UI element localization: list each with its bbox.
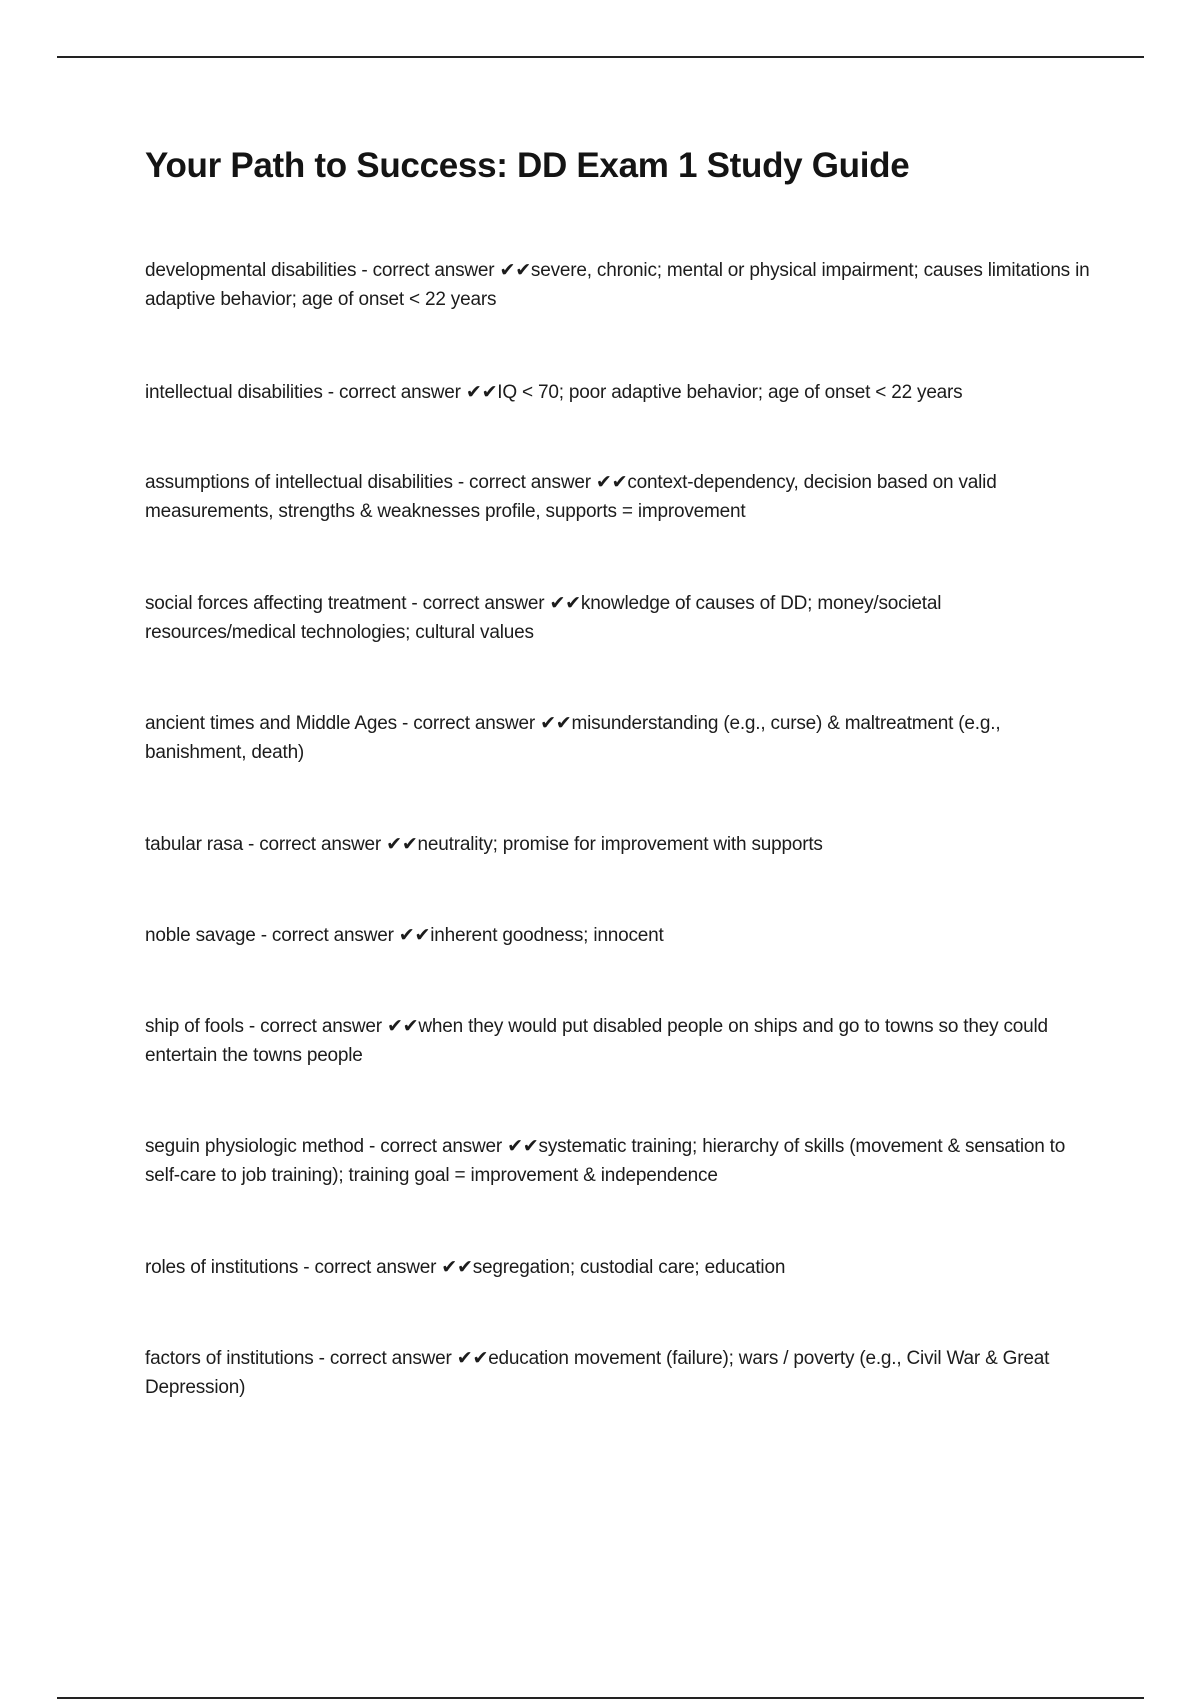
study-entry-intellectual-disabilities: intellectual disabilities - correct answer ✔✔IQ < 70; poor adaptive behavior; age of onset < 22 years bbox=[145, 382, 963, 403]
page-title: Your Path to Success: DD Exam 1 Study Guide bbox=[145, 146, 910, 185]
study-entry-developmental-disabilities: developmental disabilities - correct answer ✔✔severe, chronic; mental or physical impairment; causes limitations in adaptive behavior; age of onset < 22 years bbox=[145, 260, 1090, 310]
study-entry-noble-savage: noble savage - correct answer ✔✔inherent goodness; innocent bbox=[145, 925, 664, 946]
study-entry-factors-of-institutions: factors of institutions - correct answer ✔✔education movement (failure); wars / poverty (e.g., Civil War & Great Depression) bbox=[145, 1348, 1050, 1398]
study-entry-ancient-times: ancient times and Middle Ages - correct answer ✔✔misunderstanding (e.g., curse) & maltreatment (e.g., banishment, death) bbox=[145, 713, 1001, 763]
study-entry-social-forces: social forces affecting treatment - correct answer ✔✔knowledge of causes of DD; money/societal resources/medical technologies; cultural values bbox=[145, 593, 942, 643]
top-rule bbox=[57, 56, 1144, 58]
bottom-rule bbox=[57, 1697, 1144, 1699]
study-entry-tabular-rasa: tabular rasa - correct answer ✔✔neutrality; promise for improvement with supports bbox=[145, 834, 823, 855]
study-entry-assumptions: assumptions of intellectual disabilities - correct answer ✔✔context-dependency, decision based on valid measurements, strengths & weaknesses profile, supports = improvement bbox=[145, 472, 997, 522]
study-entry-ship-of-fools: ship of fools - correct answer ✔✔when they would put disabled people on ships and go to towns so they could entertain the towns people bbox=[145, 1016, 1048, 1066]
study-entry-seguin-method: seguin physiologic method - correct answer ✔✔systematic training; hierarchy of skills (movement & sensation to self-care to job training); training goal = improvement & independence bbox=[145, 1136, 1066, 1186]
study-entry-roles-of-institutions: roles of institutions - correct answer ✔✔segregation; custodial care; education bbox=[145, 1257, 786, 1278]
